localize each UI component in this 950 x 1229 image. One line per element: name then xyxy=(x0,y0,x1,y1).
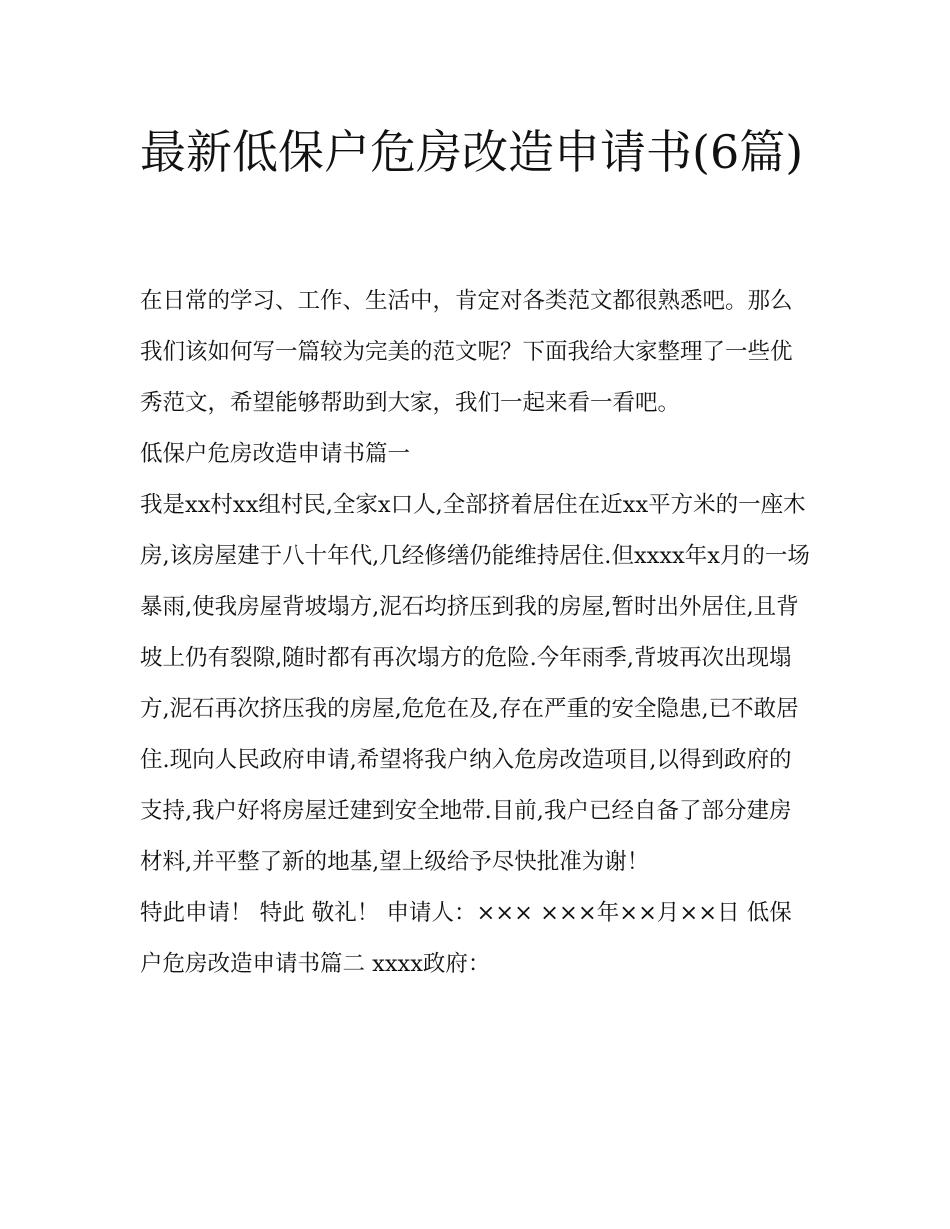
closing-paragraph: 特此申请！ 特此 敬礼！ 申请人：××× ×××年××月××日 低保户危房改造申请书篇二 xxxx政府： xyxy=(140,900,792,977)
section-heading-1: 低保户危房改造申请书篇一 xyxy=(140,441,411,467)
document-body xyxy=(140,276,810,990)
document-title: 最新低保户危房改造申请书(6篇) xyxy=(140,125,804,179)
section-1-paragraph: 我是xx村xx组村民,全家x口人,全部挤着居住在近xx平方米的一座木房,该房屋建于八十年代,几经修缮仍能维持居住.但xxxx年x月的一场暴雨,使我房屋背坡塌方,泥石均挤压到我的房屋,暂时出外居住,且背坡上仍有裂隙,随时都有再次塌方的危险.今年雨季,背坡再次出现塌方,泥石再次挤压我的房屋,危危在及,存在严重的安全隐患,已不敢居住.现向人民政府申请,希望将我户纳入危房改造项目,以得到政府的支持,我户好将房屋迁建到安全地带.目前,我户已经自备了部分建房材料,并平整了新的地基,望上级给予尽快批准为谢！ xyxy=(140,492,810,875)
intro-paragraph: 在日常的学习、工作、生活中，肯定对各类范文都很熟悉吧。那么我们该如何写一篇较为完美的范文呢？下面我给大家整理了一些优秀范文，希望能够帮助到大家，我们一起来看一看吧。 xyxy=(140,288,793,416)
